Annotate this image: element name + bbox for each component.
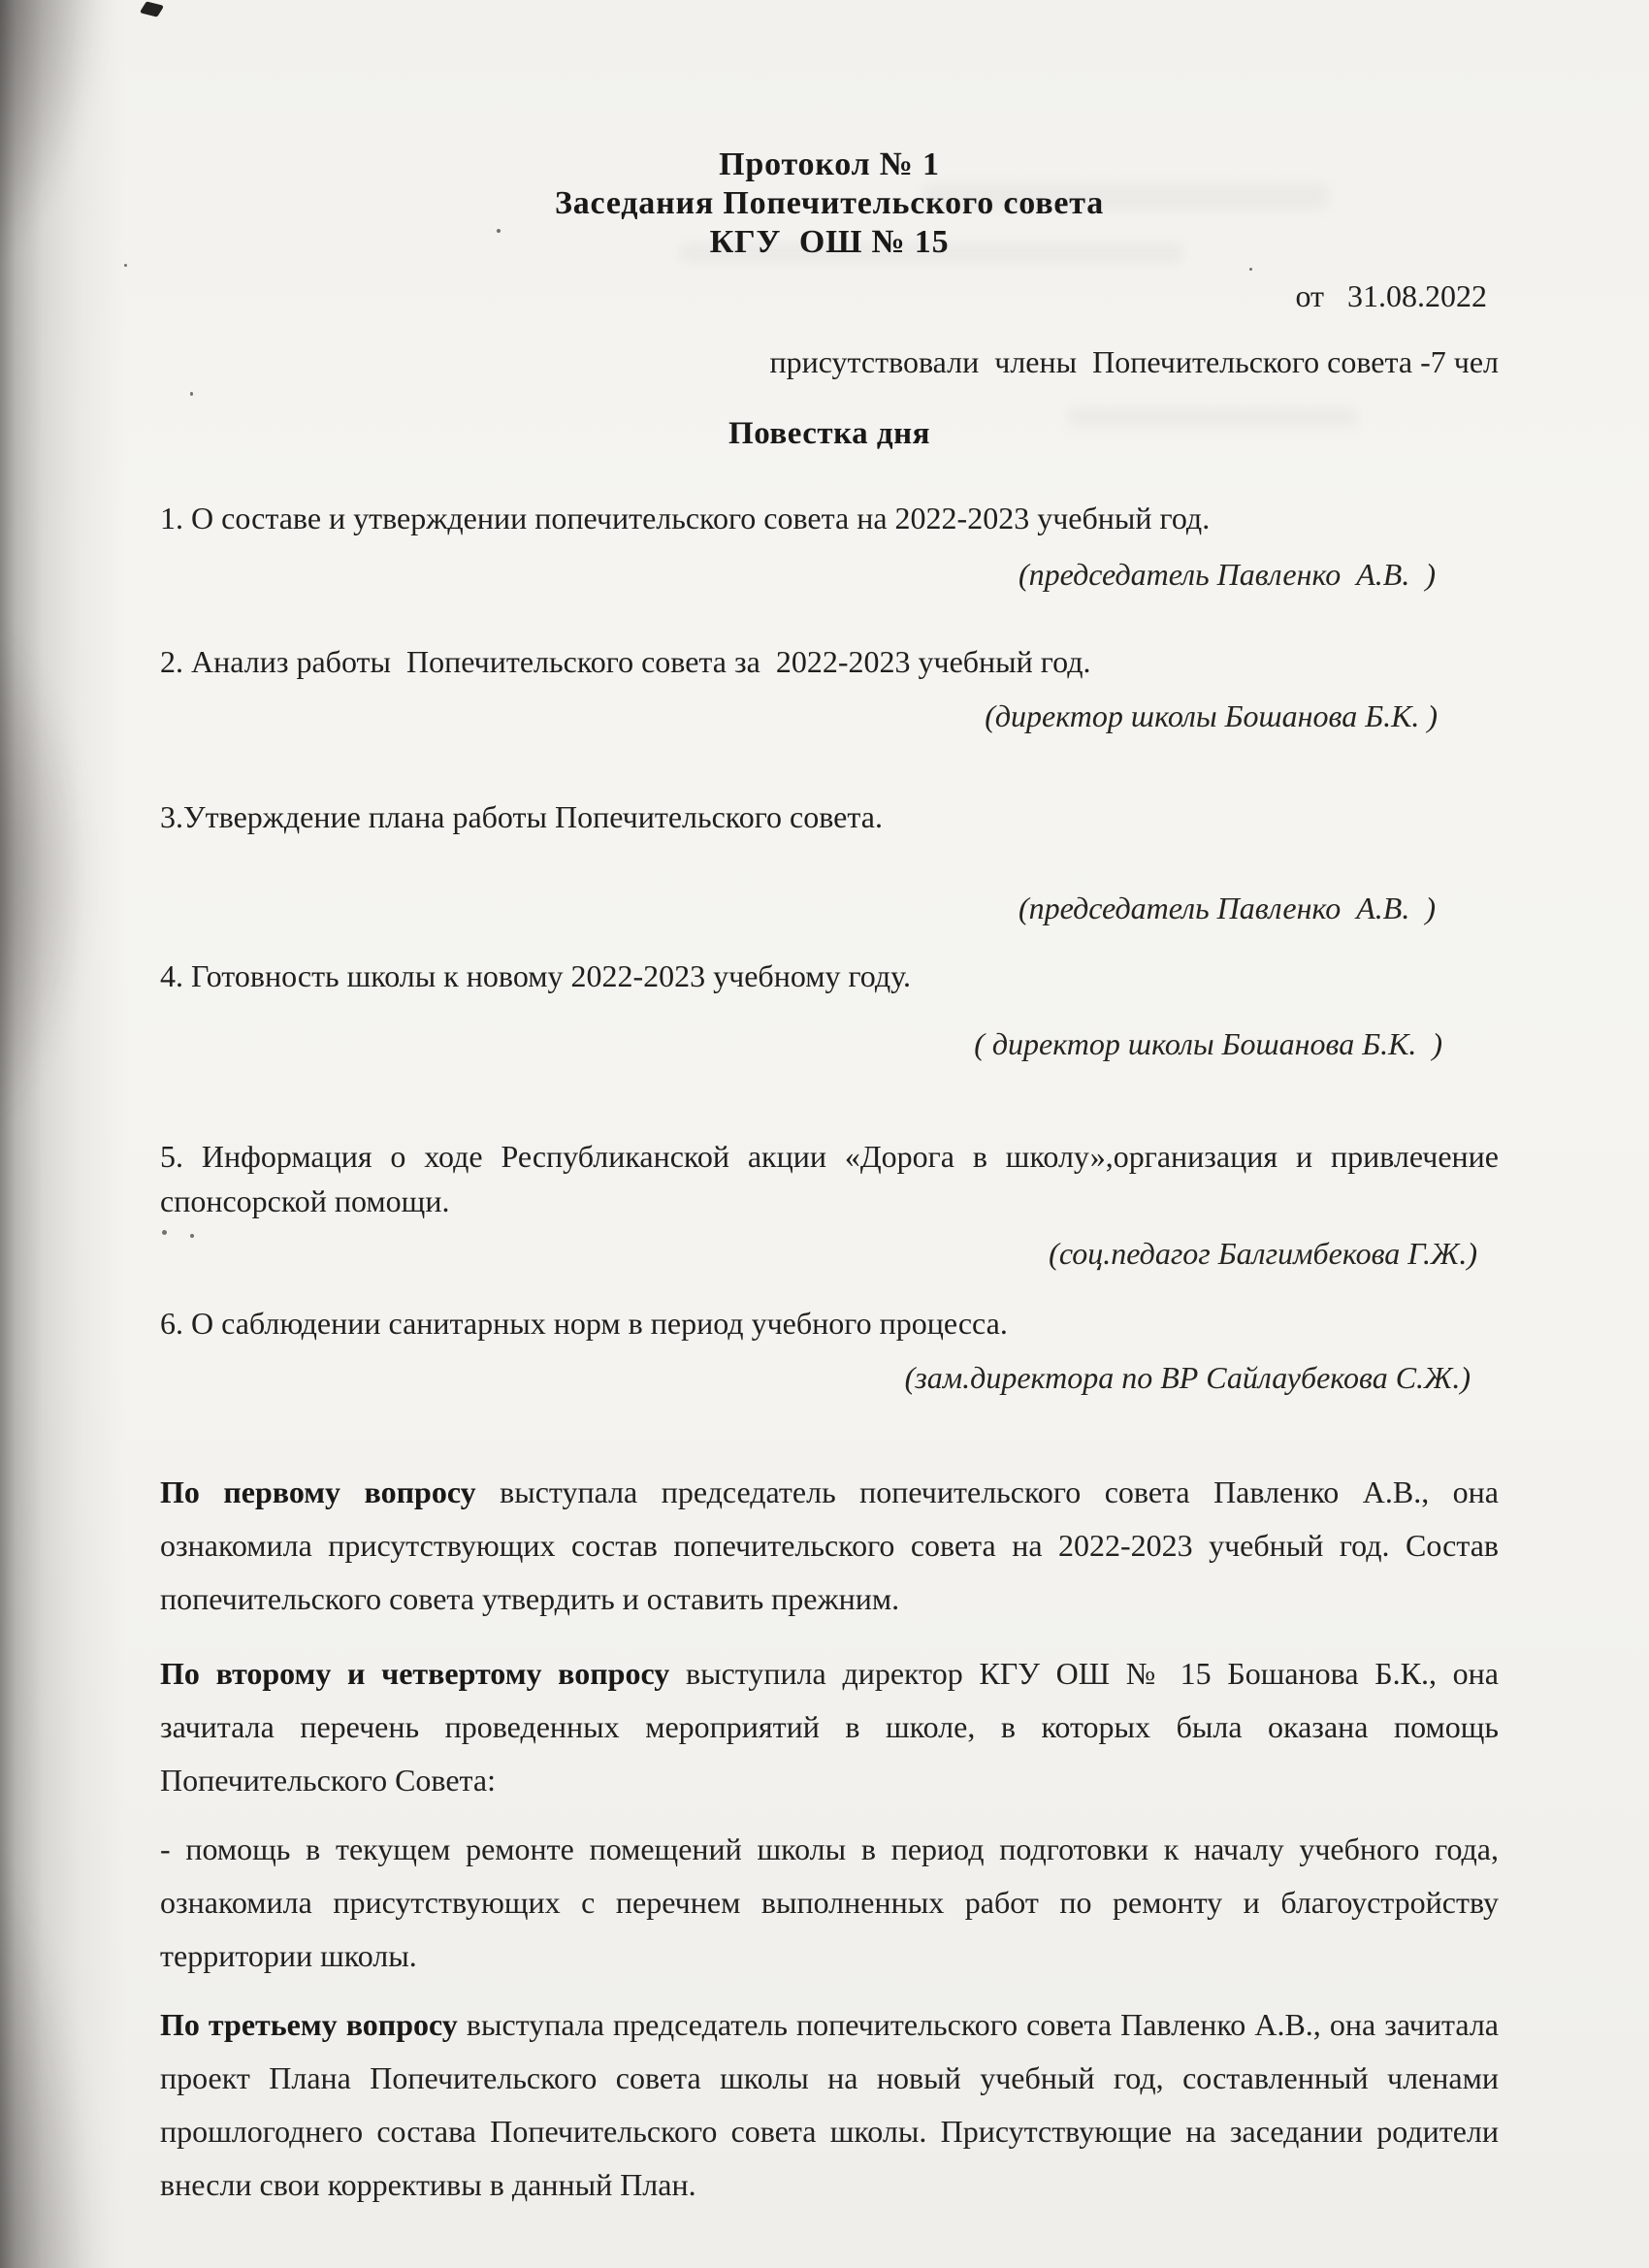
paragraph-lead: По третьему вопросу [160, 2007, 458, 2042]
paragraph-body: - помощь в текущем ремонте помещений школы в период подготовки к началу учебного года, ознакомила присутствующих с перечнем выполненных работ по ремонту и благоустройству территории школы. [160, 1831, 1499, 1973]
agenda-item-3: 3.Утверждение плана работы Попечительского совета. [160, 799, 883, 834]
agenda-speaker-3: (председатель Павленко А.В. ) [1018, 891, 1436, 925]
agenda-item-2: 2. Анализ работы Попечительского совета за 2022-2023 учебный год. [160, 644, 1091, 679]
paragraph-question-3 [160, 1998, 1499, 2212]
scan-speck [124, 264, 127, 267]
paragraph-body: выступала председатель попечительского совета Павленко А.В., она зачитала проект Плана Попечительского совета школы на новый учебный год, составленный членами прошлогоднего состава Попечительского совета школы. Присутствующие на заседании родители внесли свои коррективы в данный План. [160, 2007, 1500, 2202]
agenda-speaker-6: (зам.директора по ВР Сайлаубекова С.Ж.) [904, 1360, 1471, 1395]
agenda-item-6: 6. О саблюдении санитарных норм в период учебного процесса. [160, 1306, 1008, 1341]
scan-shadow-corner-bottom [0, 1831, 97, 2268]
scan-shadow-mid [0, 601, 87, 1145]
paragraph-lead: По второму и четвертому вопросу [160, 1656, 670, 1691]
agenda-item-4: 4. Готовность школы к новому 2022-2023 учебному году. [160, 958, 911, 993]
title-line-1: Протокол № 1 [719, 146, 940, 182]
paragraph-lead: По первому вопросу [160, 1474, 476, 1509]
paragraph-repair-list [160, 1823, 1499, 1983]
paragraph-body: выступала председатель попечительского совета Павленко А.В., она ознакомила присутствующих состав попечительского совета на 2022-2023 учебный год. Состав попечительского совета утвердить и оставить прежним. [160, 1474, 1500, 1616]
agenda-speaker-4: ( директор школы Бошанова Б.К. ) [974, 1026, 1442, 1061]
agenda-item-1: 1. О составе и утверждении попечительского совета на 2022-2023 учебный год. [160, 501, 1211, 535]
agenda-speaker-5: (соц.педагог Балгимбекова Г.Ж.) [1049, 1236, 1477, 1271]
agenda-heading: Повестка дня [728, 416, 930, 451]
paragraph-question-2-4 [160, 1647, 1499, 1807]
date-line: от 31.08.2022 [1295, 278, 1487, 313]
agenda-speaker-1: (председатель Павленко А.В. ) [1018, 557, 1436, 592]
paragraph-body: выступила директор КГУ ОШ № 15 Бошанова Б.К., она зачитала перечень проведенных мероприятий в школе, в которых была оказана помощь Попечительского Совета: [160, 1656, 1500, 1798]
scan-shadow-left [0, 0, 126, 2268]
agenda-speaker-2: (директор школы Бошанова Б.К. ) [985, 698, 1438, 733]
document-title-block [160, 0, 1499, 262]
paragraph-question-1 [160, 1466, 1499, 1626]
document-content [160, 0, 1499, 2212]
attendees-line: присутствовали члены Попечительского совета -7 чел [769, 344, 1499, 379]
title-line-2: Заседания Попечительского совета [555, 185, 1104, 221]
agenda-item-5: 5. Информация о ходе Республиканской акции «Дорога в школу»,организация и привлечение спонсорской помощи. [160, 1139, 1499, 1218]
scan-shadow-corner-top [0, 0, 107, 272]
title-line-3: КГУ ОШ № 15 [709, 224, 950, 260]
